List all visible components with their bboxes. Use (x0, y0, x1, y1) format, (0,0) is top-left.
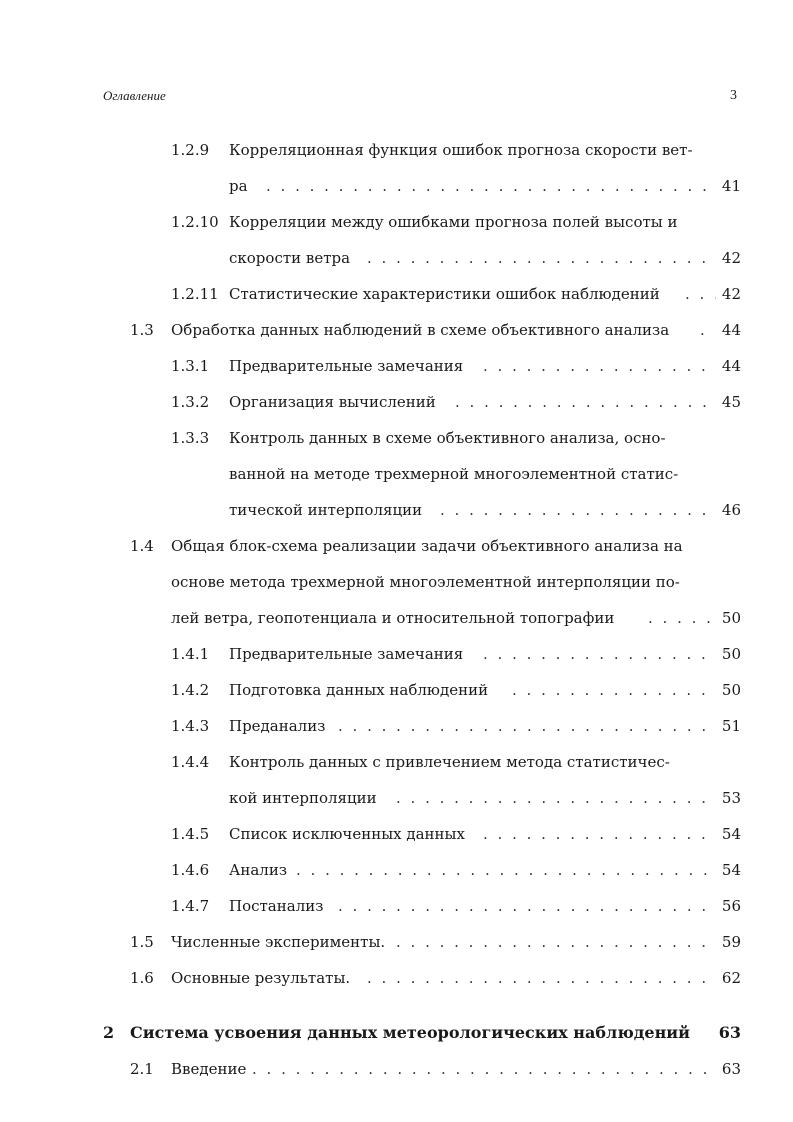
toc-page: 44 (721, 357, 741, 375)
toc-page: 53 (721, 789, 741, 807)
dot-leader (338, 894, 716, 918)
toc-title: Обработка данных наблюдений в схеме объективного анализа (171, 321, 670, 339)
toc-page: 41 (721, 177, 741, 195)
toc-number: 1.3.1 (171, 357, 210, 375)
toc-entry-1-5[interactable] (0, 930, 793, 954)
toc-entry-1-4-4[interactable] (0, 750, 793, 774)
toc-title: Общая блок-схема реализации задачи объективного анализа на (171, 537, 683, 555)
toc-entry-1-2-10-cont[interactable] (0, 246, 793, 270)
toc-number: 1.4 (130, 537, 154, 555)
toc-entry-1-6[interactable] (0, 966, 793, 990)
toc-title: Постанализ (229, 897, 324, 915)
toc-number: 1.4.4 (171, 753, 210, 771)
dot-leader (296, 858, 716, 882)
toc-page: 42 (721, 285, 741, 303)
toc-page: 63 (721, 1060, 741, 1078)
toc-page: 46 (721, 501, 741, 519)
toc-title: Анализ (229, 861, 288, 879)
toc-chapter-2[interactable] (0, 1021, 793, 1045)
toc-number: 1.4.5 (171, 825, 210, 843)
toc-page: 42 (721, 249, 741, 267)
toc-entry-1-3-3-cont[interactable] (0, 462, 793, 486)
dot-leader (367, 966, 716, 990)
toc-number: 1.3.3 (171, 429, 210, 447)
dot-leader (252, 1057, 716, 1081)
dot-leader (455, 390, 716, 414)
dot-leader (440, 498, 716, 522)
toc-entry-2-1[interactable] (0, 1057, 793, 1081)
toc-entry-1-2-9[interactable] (0, 138, 793, 162)
toc-title: Корреляционная функция ошибок прогноза скорости вет- (229, 141, 693, 159)
toc-title: Основные результаты. (171, 969, 351, 987)
toc-number: 1.2.9 (171, 141, 210, 159)
toc-title-cont: скорости ветра (229, 249, 351, 267)
toc-page: 51 (721, 717, 741, 735)
dot-leader (483, 642, 716, 666)
toc-page: 45 (721, 393, 741, 411)
toc-entry-1-4[interactable] (0, 534, 793, 558)
toc-entry-1-3-1[interactable] (0, 354, 793, 378)
dot-leader (483, 822, 716, 846)
toc-page: 50 (721, 609, 741, 627)
toc-page: 56 (721, 897, 741, 915)
dot-leader (396, 786, 716, 810)
dot-leader (266, 174, 716, 198)
running-title: Оглавление (103, 88, 166, 103)
toc-page: 50 (721, 681, 741, 699)
dot-leader (338, 714, 716, 738)
toc-number: 2.1 (130, 1060, 154, 1078)
toc-entry-1-3-2[interactable] (0, 390, 793, 414)
toc-title: Корреляции между ошибками прогноза полей высоты и (229, 213, 678, 231)
toc-number: 1.4.6 (171, 861, 210, 879)
toc-title: Преданализ (229, 717, 326, 735)
toc-number: 1.5 (130, 933, 154, 951)
toc-entry-1-2-11[interactable] (0, 282, 793, 306)
toc-page: 54 (721, 825, 741, 843)
toc-title-cont: лей ветра, геопотенциала и относительной топографии (171, 609, 615, 627)
toc-title: Статистические характеристики ошибок наблюдений (229, 285, 660, 303)
toc-number: 1.4.7 (171, 897, 210, 915)
toc-entry-1-4-cont2[interactable] (0, 606, 793, 630)
page-header (0, 88, 793, 112)
toc-entry-1-4-2[interactable] (0, 678, 793, 702)
toc-number: 1.2.10 (171, 213, 219, 231)
toc-entry-1-4-3[interactable] (0, 714, 793, 738)
toc-title-cont: ра (229, 177, 248, 195)
toc-entry-1-4-1[interactable] (0, 642, 793, 666)
toc-entry-1-2-9-cont[interactable] (0, 174, 793, 198)
toc-number: 1.4.1 (171, 645, 210, 663)
toc-title-cont: ванной на методе трехмерной многоэлементной статис- (229, 465, 679, 483)
toc-number: 1.4.2 (171, 681, 210, 699)
toc-number: 1.3 (130, 321, 154, 339)
toc-entry-1-3-3-cont2[interactable] (0, 498, 793, 522)
toc-title: Подготовка данных наблюдений (229, 681, 489, 699)
toc-entry-1-2-10[interactable] (0, 210, 793, 234)
toc-title: Введение (171, 1060, 247, 1078)
toc-page: 59 (721, 933, 741, 951)
toc-entry-1-3-3[interactable] (0, 426, 793, 450)
toc-page: 44 (721, 321, 741, 339)
toc-title: Предварительные замечания (229, 645, 464, 663)
toc-title: Список исключенных данных (229, 825, 465, 843)
toc-title: Организация вычислений (229, 393, 436, 411)
toc-chapter-title: Система усвоения данных метеорологических наблюдений (130, 1023, 691, 1042)
toc-page: 54 (721, 861, 741, 879)
dot-leader (512, 678, 716, 702)
toc-entry-1-4-6[interactable] (0, 858, 793, 882)
dot-leader (483, 354, 716, 378)
dot-leader (396, 930, 716, 954)
toc-page: 50 (721, 645, 741, 663)
dot-leader (367, 246, 716, 270)
toc-title: Предварительные замечания (229, 357, 464, 375)
toc-title-cont: тической интерполяции (229, 501, 423, 519)
toc-entry-1-4-4-cont[interactable] (0, 786, 793, 810)
toc-number: 1.6 (130, 969, 154, 987)
toc-entry-1-3[interactable] (0, 318, 793, 342)
toc-title-cont: кой интерполяции (229, 789, 377, 807)
page-number: 3 (730, 88, 737, 103)
toc-chapter-number: 2 (103, 1023, 115, 1042)
toc-page: 63 (718, 1023, 741, 1042)
toc-title: Контроль данных с привлечением метода статистичес- (229, 753, 670, 771)
toc-number: 1.3.2 (171, 393, 210, 411)
toc-number: 1.2.11 (171, 285, 219, 303)
toc-number: 1.4.3 (171, 717, 210, 735)
toc-page: 62 (721, 969, 741, 987)
toc-entry-1-4-cont[interactable] (0, 570, 793, 594)
toc-entry-1-4-7[interactable] (0, 894, 793, 918)
toc-entry-1-4-5[interactable] (0, 822, 793, 846)
toc-title-cont: основе метода трехмерной многоэлементной интерполяции по- (171, 573, 680, 591)
toc-title: Контроль данных в схеме объективного анализа, осно- (229, 429, 666, 447)
toc-title: Численные эксперименты. (171, 933, 386, 951)
